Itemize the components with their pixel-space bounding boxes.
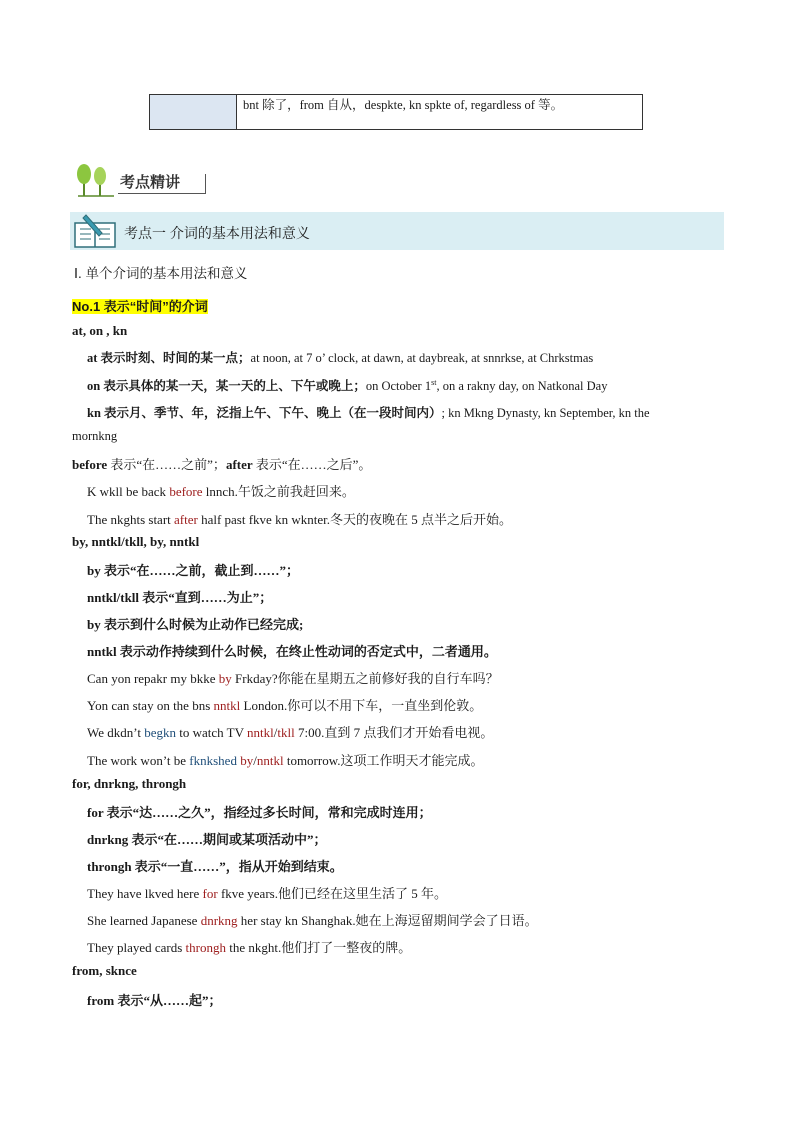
section-header (74, 162, 214, 198)
example-line: They played cards throngh the nkght.他们打了一整夜的牌。 (87, 940, 412, 955)
through-description: throngh 表示“一直……”，指从开始到结束。 (87, 859, 343, 874)
by-group-heading: by, nntkl/tkll, by, nntkl (72, 534, 200, 549)
from-description: from 表示“从……起”； (87, 993, 222, 1008)
example-line: K wkll be back before lnnch.午饭之前我赶回来。 (87, 484, 355, 499)
no1-heading (72, 296, 208, 315)
for-description: for 表示“达……之久”，指经过多长时间，常和完成时连用； (87, 805, 432, 820)
section-title: 考点精讲 (120, 174, 181, 191)
section-divider (205, 174, 206, 194)
point-title: 考点一 介词的基本用法和意义 (124, 225, 310, 241)
leaf-sprout-icon (74, 162, 118, 198)
in-description-cont: mornkng (72, 429, 118, 443)
before-after-heading: before 表示“在……之前”；after 表示“在……之后”。 (72, 457, 372, 472)
table-cell-label (150, 95, 237, 129)
table-cell-content: bnt 除了，from 自从，despkte, kn spkte of, regardless of 等。 (243, 98, 564, 112)
during-description: dnrkng 表示“在……期间或某项活动中”； (87, 832, 327, 847)
at-description: at 表示时刻、时间的某一点；at noon, at 7 o’ clock, at dawn, at daybreak, at snnrkse, at Chrkstmas (87, 351, 594, 365)
for-group-heading: for, dnrkng, throngh (72, 776, 187, 791)
example-line: The nkghts start after half past fkve kn wknter.冬天的夜晚在 5 点半之后开始。 (87, 512, 512, 527)
point-banner (70, 212, 724, 250)
example-line: We dkdn’t begkn to watch TV nntkl/tkll 7:00.直到 7 点我们才开始看电视。 (87, 725, 494, 740)
from-group-heading: from, sknce (72, 963, 137, 978)
example-line: Can yon repakr my bkke by Frkday?你能在星期五之前修好我的自行车吗？ (87, 671, 499, 686)
at-group-heading: at, on , kn (72, 323, 128, 338)
section-underline (118, 193, 206, 194)
book-pencil-icon (72, 213, 118, 249)
on-description: on 表示具体的某一天，某一天的上、下午或晚上；on October 1st, on a rakny day, on Natkonal Day (87, 377, 608, 393)
example-line: They have lkved here for fkve years.他们已经在这里生活了 5 年。 (87, 886, 447, 901)
summary-table (149, 94, 643, 130)
sub-heading: Ⅰ. 单个介词的基本用法和意义 (74, 266, 248, 281)
in-description: kn 表示月、季节、年，泛指上午、下午、晚上（在一段时间内）; kn Mkng Dynasty, kn September, kn the (87, 406, 650, 420)
until-description-2: nntkl 表示动作持续到什么时候，在终止性动词的否定式中，二者通用。 (87, 644, 497, 659)
by-description: by 表示“在……之前，截止到……”； (87, 563, 299, 578)
example-line: She learned Japanese dnrkng her stay kn Shanghak.她在上海逗留期间学会了日语。 (87, 913, 538, 928)
no1-label: No.1 表示“时间”的介词 (72, 299, 208, 314)
example-line: The work won’t be fknkshed by/nntkl tomorrow.这项工作明天才能完成。 (87, 753, 484, 768)
by-description-2: by 表示到什么时候为止动作已经完成; (87, 617, 304, 632)
example-line: Yon can stay on the bns nntkl London.你可以不用下车，一直坐到伦敦。 (87, 698, 483, 713)
until-description: nntkl/tkll 表示“直到……为止”； (87, 590, 273, 605)
